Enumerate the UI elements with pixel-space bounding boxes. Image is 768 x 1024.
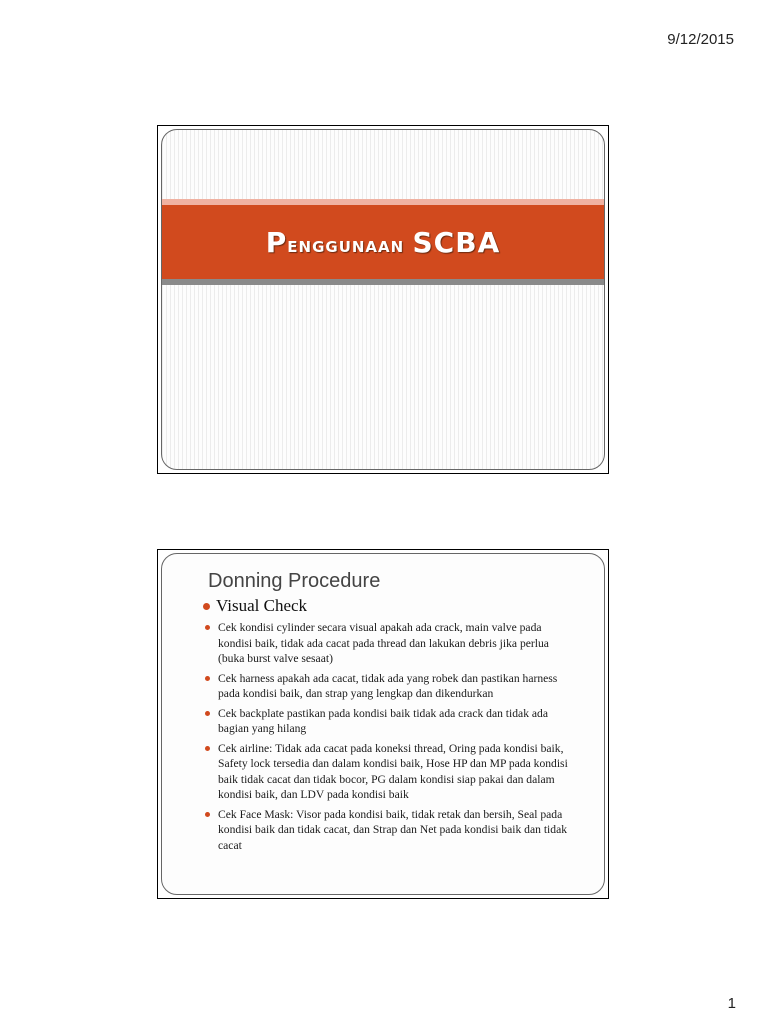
list-item-text: Cek kondisi cylinder secara visual apakah ada crack, main valve pada kondisi baik, tidak ada cacat pada thread dan lakukan debris jika perlua (buka burst valve sesaat)	[218, 621, 549, 665]
list-item	[203, 807, 584, 854]
slide-title-acronym: SCBA	[412, 225, 501, 259]
list-item-text: Cek Face Mask: Visor pada kondisi baik, tidak retak dan bersih, Seal pada kondisi baik dan tidak cacat, dan Strap dan Net pada kondisi baik dan tidak cacat	[218, 807, 568, 852]
print-date: 9/12/2015	[667, 31, 734, 48]
list-item-text: Cek backplate pastikan pada kondisi baik tidak ada crack dan tidak ada bagian yang hilang	[218, 706, 548, 735]
slide-title-initial: P	[265, 225, 288, 259]
list-item	[203, 706, 584, 737]
list-item-text: Cek harness apakah ada cacat, tidak ada yang robek dan pastikan harness pada kondisi baik, dan strap yang lengkap dan dikendurkan	[218, 671, 558, 700]
slide-title	[266, 226, 501, 259]
slide-content	[203, 570, 584, 857]
list-item-text: Cek airline: Tidak ada cacat pada koneksi thread, Oring pada kondisi baik, Safety lock tersedia dan dalam kondisi baik, Hose HP dan MP pada kondisi baik tidak cacat dan tidak bocor, PG dalam kondisi siap pakai dan dalam kondisi baik, dan LDV pada kondisi baik	[218, 741, 568, 801]
checklist	[203, 620, 584, 853]
slide-title-frame	[157, 125, 609, 474]
bullet-icon	[205, 812, 210, 817]
slide-content-canvas	[161, 553, 605, 895]
section-label: Visual Check	[216, 596, 308, 615]
bullet-icon	[205, 676, 210, 681]
bullet-icon	[205, 625, 210, 630]
list-item	[203, 620, 584, 667]
slide-content-frame	[157, 549, 609, 899]
bullet-icon	[203, 603, 210, 610]
bullet-icon	[205, 711, 210, 716]
title-band-shadow	[162, 279, 604, 285]
title-band	[162, 205, 604, 279]
slide-heading: Donning Procedure	[208, 570, 381, 592]
bullet-icon	[205, 746, 210, 751]
page-number: 1	[727, 995, 736, 1012]
list-item	[203, 741, 584, 803]
section-bullet	[203, 596, 584, 616]
slide-title-canvas	[161, 129, 605, 470]
slide-title-word: enggunaan	[287, 232, 405, 257]
list-item	[203, 671, 584, 702]
